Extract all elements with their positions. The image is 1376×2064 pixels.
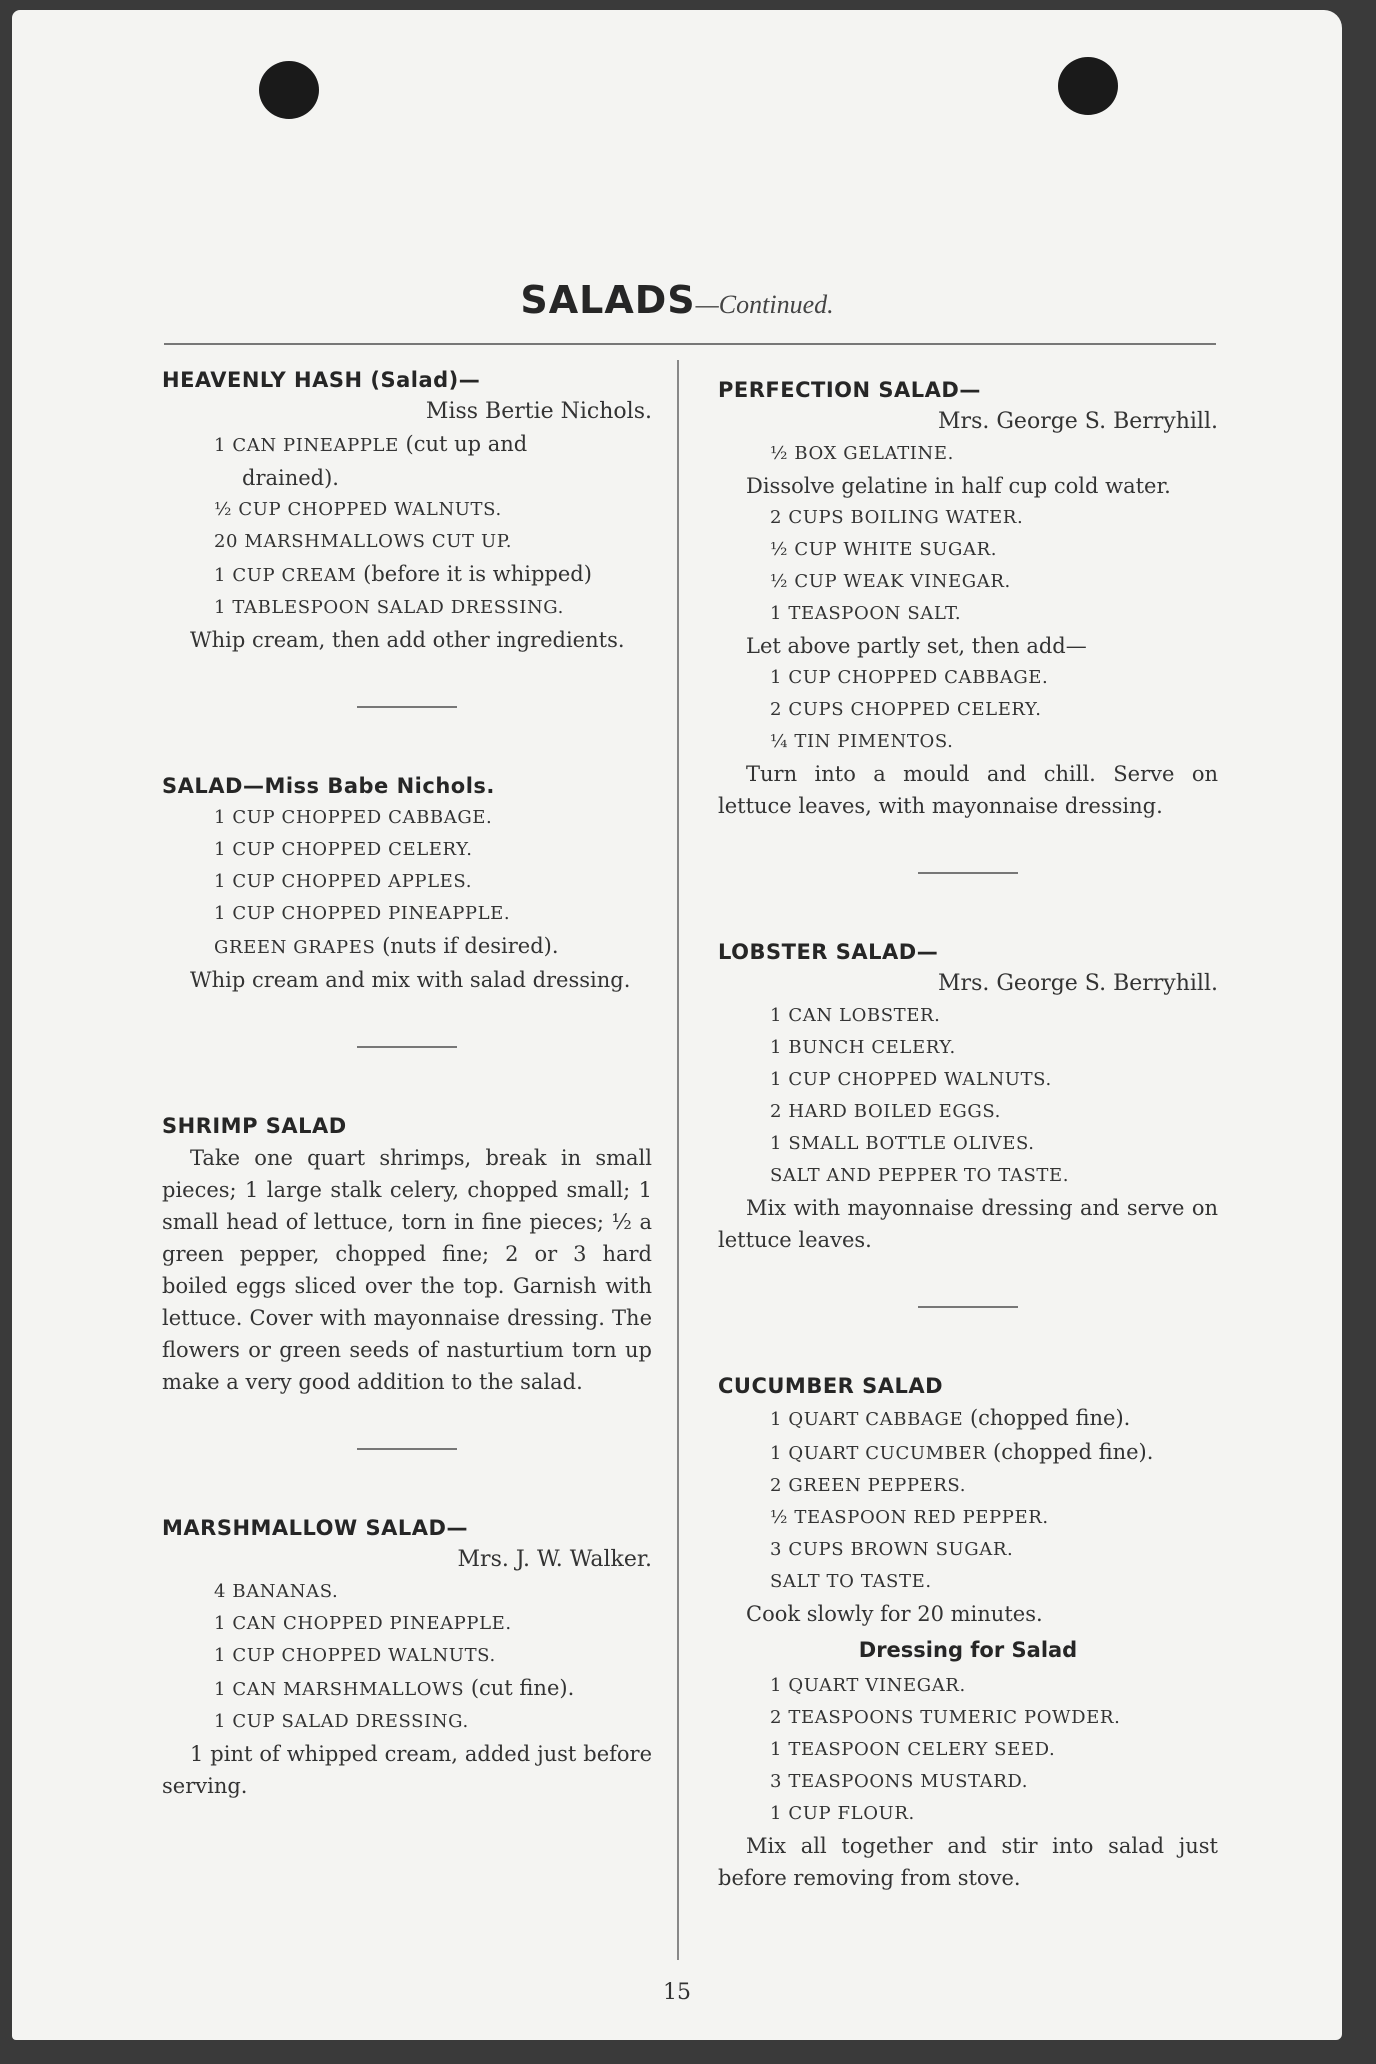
ingredient: 2 TEASPOONS TUMERIC POWDER.	[770, 1707, 1121, 1728]
ingredient: 2 GREEN PEPPERS.	[770, 1475, 967, 1496]
ingredient: 1 CUP CHOPPED CABBAGE.	[214, 807, 493, 828]
ingredient: 1 BUNCH CELERY.	[770, 1037, 956, 1058]
ingredient-qty: 1 CUP CREAM	[214, 565, 357, 586]
ingredient-continued: drained).	[242, 466, 339, 490]
ingredient-note: (chopped fine).	[986, 1440, 1154, 1464]
ingredient	[162, 1672, 652, 1706]
recipe-author: Mrs. George S. Berryhill.	[938, 971, 1218, 996]
dressing-subheading: Dressing for Salad	[858, 1638, 1078, 1662]
binder-hole-left	[259, 61, 319, 119]
ingredient: 1 SMALL BOTTLE OLIVES.	[770, 1133, 1035, 1154]
ingredient: ½ CUP WHITE SUGAR.	[770, 539, 998, 560]
ingredient: 1 QUART VINEGAR.	[770, 1675, 966, 1696]
ingredient: 20 MARSHMALLOWS CUT UP.	[214, 531, 513, 552]
recipe-perfection-salad	[718, 374, 1218, 822]
right-column	[718, 370, 1218, 1894]
recipe-cucumber-salad	[718, 1370, 1218, 1894]
ingredient: ½ CUP WEAK VINEGAR.	[770, 571, 1011, 592]
ingredient	[162, 930, 652, 964]
ingredient-qty: 1 CAN PINEAPPLE	[214, 435, 399, 456]
recipe-salad	[162, 770, 652, 996]
ingredient: SALT AND PEPPER TO TASTE.	[770, 1165, 1070, 1186]
recipe-separator	[357, 1448, 457, 1450]
ingredient: 1 CAN CHOPPED PINEAPPLE.	[214, 1613, 512, 1634]
left-column	[162, 360, 652, 1802]
ingredient: 1 CUP CHOPPED WALNUTS.	[214, 1645, 496, 1666]
ingredient	[718, 1402, 1218, 1436]
ingredient-note: (before it is whipped)	[356, 562, 592, 586]
recipe-shrimp-salad	[162, 1110, 652, 1398]
page-title	[12, 278, 1342, 322]
ingredient: 3 TEASPOONS MUSTARD.	[770, 1771, 1029, 1792]
recipe-directions: Take one quart shrimps, break in small pieces; 1 large stalk celery, chopped small; 1 small head of lettuce, torn in fine pieces; ½ a green pepper, chopped fine; 2 or 3 hard boiled eggs sliced over the top. Garnish with lettuce. Cover with mayonnaise dressing. The flowers or green seeds of nasturtium torn up make a very good addition to the salad.	[162, 1146, 652, 1394]
recipe-separator	[918, 1306, 1018, 1308]
recipe-separator	[918, 872, 1018, 874]
ingredient-note: (cut fine).	[464, 1676, 575, 1700]
recipe-title: SHRIMP SALAD	[162, 1114, 347, 1138]
ingredient: 1 CAN LOBSTER.	[770, 1005, 941, 1026]
ingredient-note: (cut up and	[398, 432, 528, 456]
recipe-directions: Whip cream and mix with salad dressing.	[190, 968, 631, 992]
ingredient-note: (chopped fine).	[963, 1406, 1131, 1430]
page-title-sub: —Continued.	[695, 290, 834, 319]
recipe-directions: Mix with mayonnaise dressing and serve on lettuce leaves.	[718, 1196, 1218, 1252]
ingredient: 1 CUP CHOPPED PINEAPPLE.	[214, 903, 511, 924]
ingredient: 1 CUP CHOPPED CELERY.	[214, 839, 473, 860]
recipe-title: MARSHMALLOW SALAD—	[162, 1516, 468, 1540]
recipe-author: Mrs. George S. Berryhill.	[938, 409, 1218, 434]
recipe-marshmallow-salad	[162, 1512, 652, 1802]
ingredient	[718, 1436, 1218, 1470]
recipe-lobster-salad	[718, 936, 1218, 1256]
column-divider	[677, 360, 679, 1960]
ingredient-note: (nuts if desired).	[375, 934, 559, 958]
recipe-directions: Dissolve gelatine in half cup cold water.	[746, 474, 1171, 498]
ingredient: ½ CUP CHOPPED WALNUTS.	[214, 499, 502, 520]
recipe-directions: Turn into a mould and chill. Serve on lettuce leaves, with mayonnaise dressing.	[718, 762, 1218, 818]
ingredient: 4 BANANAS.	[214, 1581, 339, 1602]
recipe-author: Mrs. J. W. Walker.	[457, 1547, 652, 1572]
ingredient: 1 CUP FLOUR.	[770, 1803, 915, 1824]
ingredient: 1 CUP SALAD DRESSING.	[214, 1711, 469, 1732]
recipe-separator	[357, 1046, 457, 1048]
ingredient: 2 HARD BOILED EGGS.	[770, 1101, 1001, 1122]
recipe-directions: Mix all together and stir into salad just before removing from stove.	[718, 1834, 1218, 1890]
recipe-title: PERFECTION SALAD—	[718, 378, 981, 402]
ingredient	[162, 428, 652, 462]
ingredient-qty: 1 CAN MARSHMALLOWS	[214, 1679, 465, 1700]
ingredient: 1 CUP CHOPPED WALNUTS.	[770, 1069, 1052, 1090]
title-rule	[164, 343, 1216, 345]
recipe-directions: Whip cream, then add other ingredients.	[190, 628, 625, 652]
ingredient: 2 CUPS BOILING WATER.	[770, 507, 1024, 528]
recipe-author: Miss Bertie Nichols.	[425, 399, 652, 424]
ingredient-qty: 1 QUART CUCUMBER	[770, 1443, 987, 1464]
ingredient-qty: GREEN GRAPES	[214, 937, 376, 958]
ingredient-qty: 1 QUART CABBAGE	[770, 1409, 964, 1430]
recipe-directions: 1 pint of whipped cream, added just before serving.	[162, 1742, 652, 1798]
ingredient	[162, 558, 652, 592]
ingredient: ½ BOX GELATINE.	[770, 443, 954, 464]
recipe-title: CUCUMBER SALAD	[718, 1374, 944, 1398]
recipe-title: LOBSTER SALAD—	[718, 940, 939, 964]
ingredient: 2 CUPS CHOPPED CELERY.	[770, 699, 1042, 720]
cookbook-page	[12, 10, 1342, 2040]
recipe-separator	[357, 706, 457, 708]
page-number: 15	[663, 1980, 691, 2005]
binder-hole-right	[1058, 57, 1118, 115]
ingredient: SALT TO TASTE.	[770, 1571, 932, 1592]
ingredient: 1 CUP CHOPPED CABBAGE.	[770, 667, 1049, 688]
recipe-directions: Let above partly set, then add—	[746, 634, 1087, 658]
ingredient: 3 CUPS BROWN SUGAR.	[770, 1539, 1014, 1560]
recipe-title: HEAVENLY HASH (Salad)—	[162, 368, 481, 392]
ingredient: 1 TABLESPOON SALAD DRESSING.	[214, 597, 564, 618]
recipe-title: SALAD—Miss Babe Nichols.	[162, 774, 495, 798]
ingredient: ¼ TIN PIMENTOS.	[770, 731, 954, 752]
ingredient: 1 CUP CHOPPED APPLES.	[214, 871, 473, 892]
recipe-directions: Cook slowly for 20 minutes.	[746, 1602, 1043, 1626]
ingredient: 1 TEASPOON SALT.	[770, 603, 962, 624]
page-title-main: SALADS	[520, 278, 696, 322]
ingredient: 1 TEASPOON CELERY SEED.	[770, 1739, 1056, 1760]
ingredient: ½ TEASPOON RED PEPPER.	[770, 1507, 1049, 1528]
recipe-heavenly-hash	[162, 364, 652, 656]
